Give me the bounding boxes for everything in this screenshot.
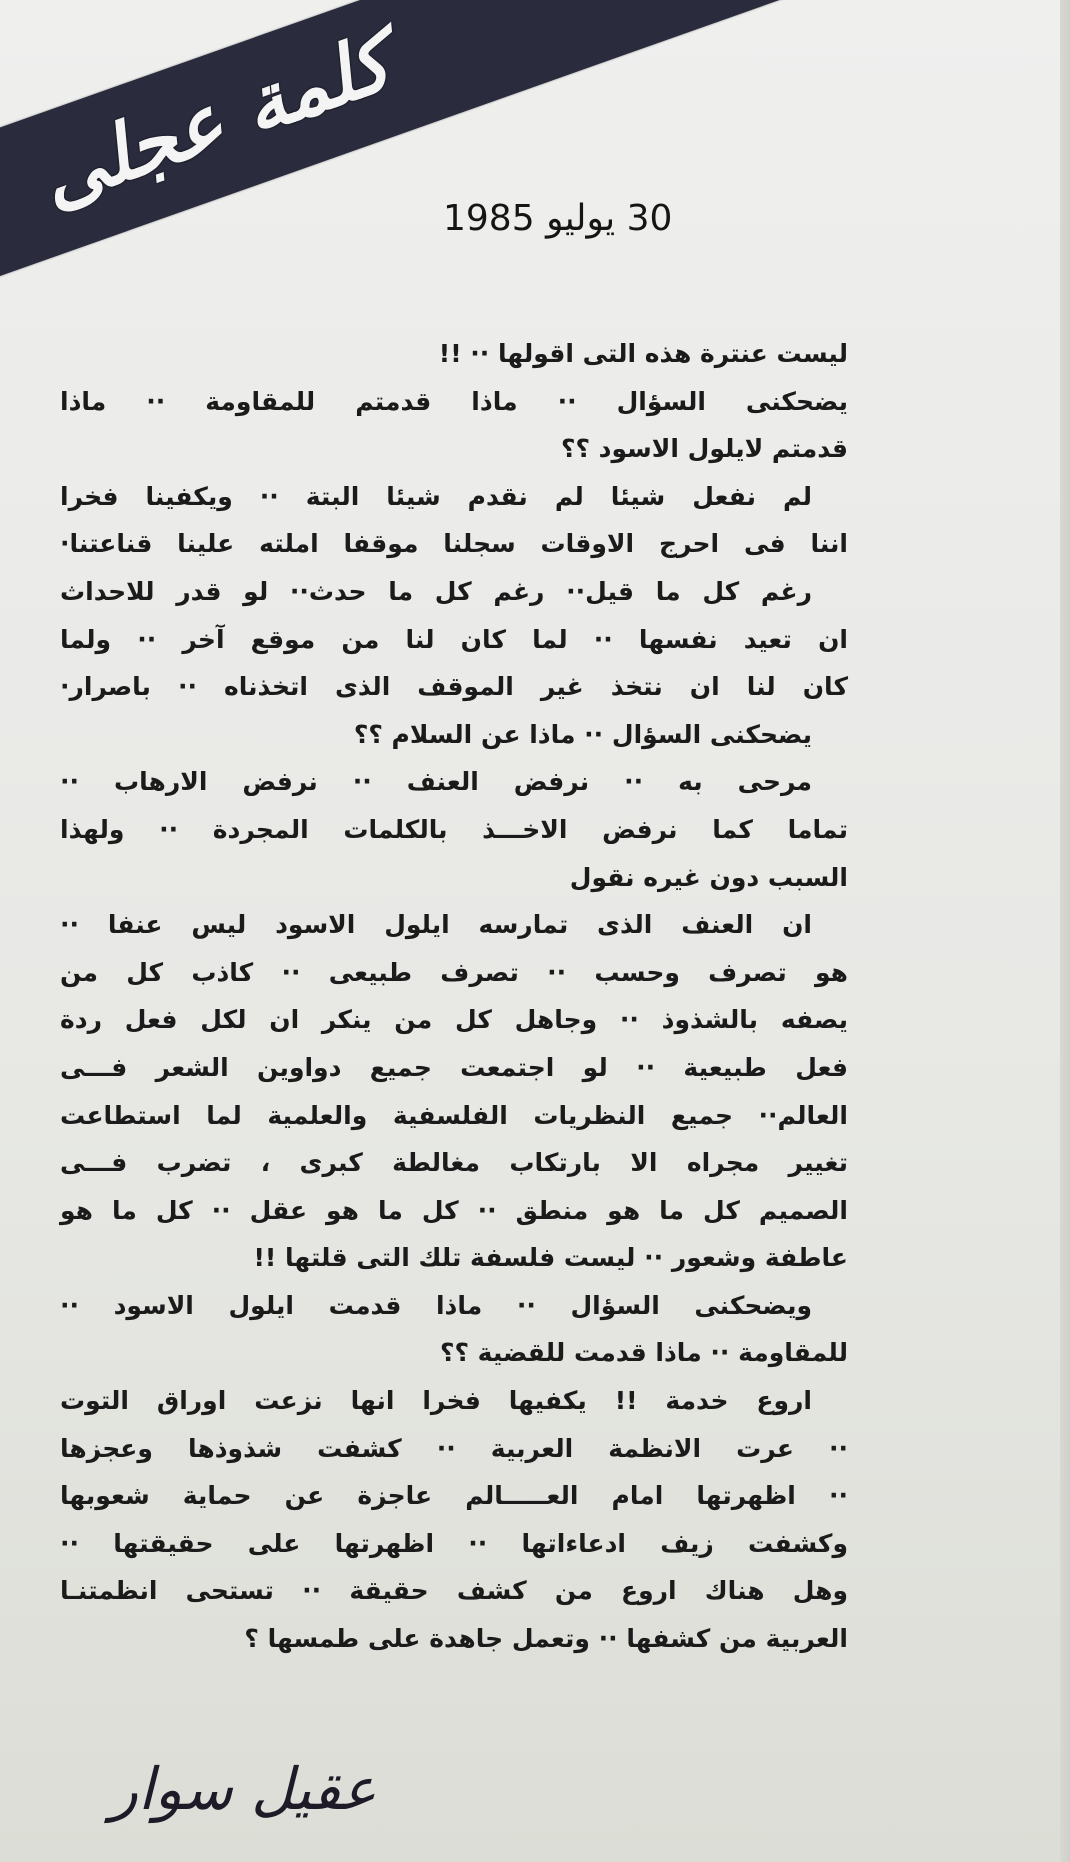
article-line: عاطفة وشعور ·· ليست فلسفة تلك التى قلتها !! [253,1243,848,1273]
article-line: العربية من كشفها ·· وتعمل جاهدة على طمسها ؟ [244,1624,848,1654]
article-line: يضحكنى السؤال ·· ماذا عن السلام ؟؟ [353,719,812,749]
author-signature: عقيل سوار [110,1755,377,1823]
article-line: اننا فى احرج الاوقات سجلنا موقفا املته علينا قناعتنا· [60,529,848,559]
article-line: تغيير مجراه الا بارتكاب مغالطة كبرى ، تضرب فـــى [60,1148,848,1178]
article-line: الصميم كل ما هو منطق ·· كل ما هو عقل ·· كل ما هو [60,1195,848,1225]
article-line: وهل هناك اروع من كشف حقيقة ·· تستحى انظمتنـا [60,1576,848,1606]
article-line: ان العنف الذى تمارسه ايلول الاسود ليس عنفا ·· [60,910,812,940]
article-body [60,330,848,1663]
article-line: مرحى به ·· نرفض العنف ·· نرفض الارهاب ·· [60,767,812,797]
article-line: يضحكنى السؤال ·· ماذا قدمتم للمقاومة ·· ماذا [60,386,848,416]
article-line: اروع خدمة !! يكفيها فخرا انها نزعت اوراق التوت [60,1386,812,1416]
banner-title: كلمة عجلى [28,17,403,225]
article-line: لم نفعل شيئا لم نقدم شيئا البتة ·· ويكفينا فخرا [60,481,812,511]
publication-date: 30 يوليو 1985 [443,198,673,239]
article-line: العالم·· جميع النظريات الفلسفية والعلمية لما استطاعت [60,1100,848,1130]
article-line: السبب دون غيره نقول [569,862,848,892]
article-line: قدمتم لايلول الاسود ؟؟ [560,434,848,464]
article-line: ان تعيد نفسها ·· لما كان لنا من موقع آخر ·· ولما [60,624,848,654]
article-line: فعل طبيعية ·· لو اجتمعت جميع دواوين الشعر فـــى [60,1052,848,1082]
article-line: كان لنا ان نتخذ غير الموقف الذى اتخذناه ·· باصرار· [60,672,848,702]
article-line: وكشفت زيف ادعاءاتها ·· اظهرتها على حقيقتها ·· [60,1528,848,1558]
article-line: رغم كل ما قيل·· رغم كل ما حدث·· لو قدر للاحداث [60,576,812,606]
article-line: يصفه بالشذوذ ·· وجاهل كل من ينكر ان لكل فعل ردة [60,1005,848,1035]
article-line: ليست عنترة هذه التى اقولها ·· !! [438,339,848,368]
page-edge [1060,0,1070,1862]
article-line: ·· عرت الانظمة العربية ·· كشفت شذوذها وعجزها [60,1433,848,1463]
article-line: تماما كما نرفض الاخـــذ بالكلمات المجردة ·· ولهذا [60,814,848,844]
article-line: هو تصرف وحسب ·· تصرف طبيعى ·· كاذب كل من [60,957,848,987]
article-line: ·· اظهرتها امام العـــــالم عاجزة عن حماية شعوبها [60,1481,848,1511]
column-banner [0,0,982,302]
article-line: ويضحكنى السؤال ·· ماذا قدمت ايلول الاسود ·· [60,1290,812,1320]
article-line: للمقاومة ·· ماذا قدمت للقضية ؟؟ [439,1338,848,1368]
